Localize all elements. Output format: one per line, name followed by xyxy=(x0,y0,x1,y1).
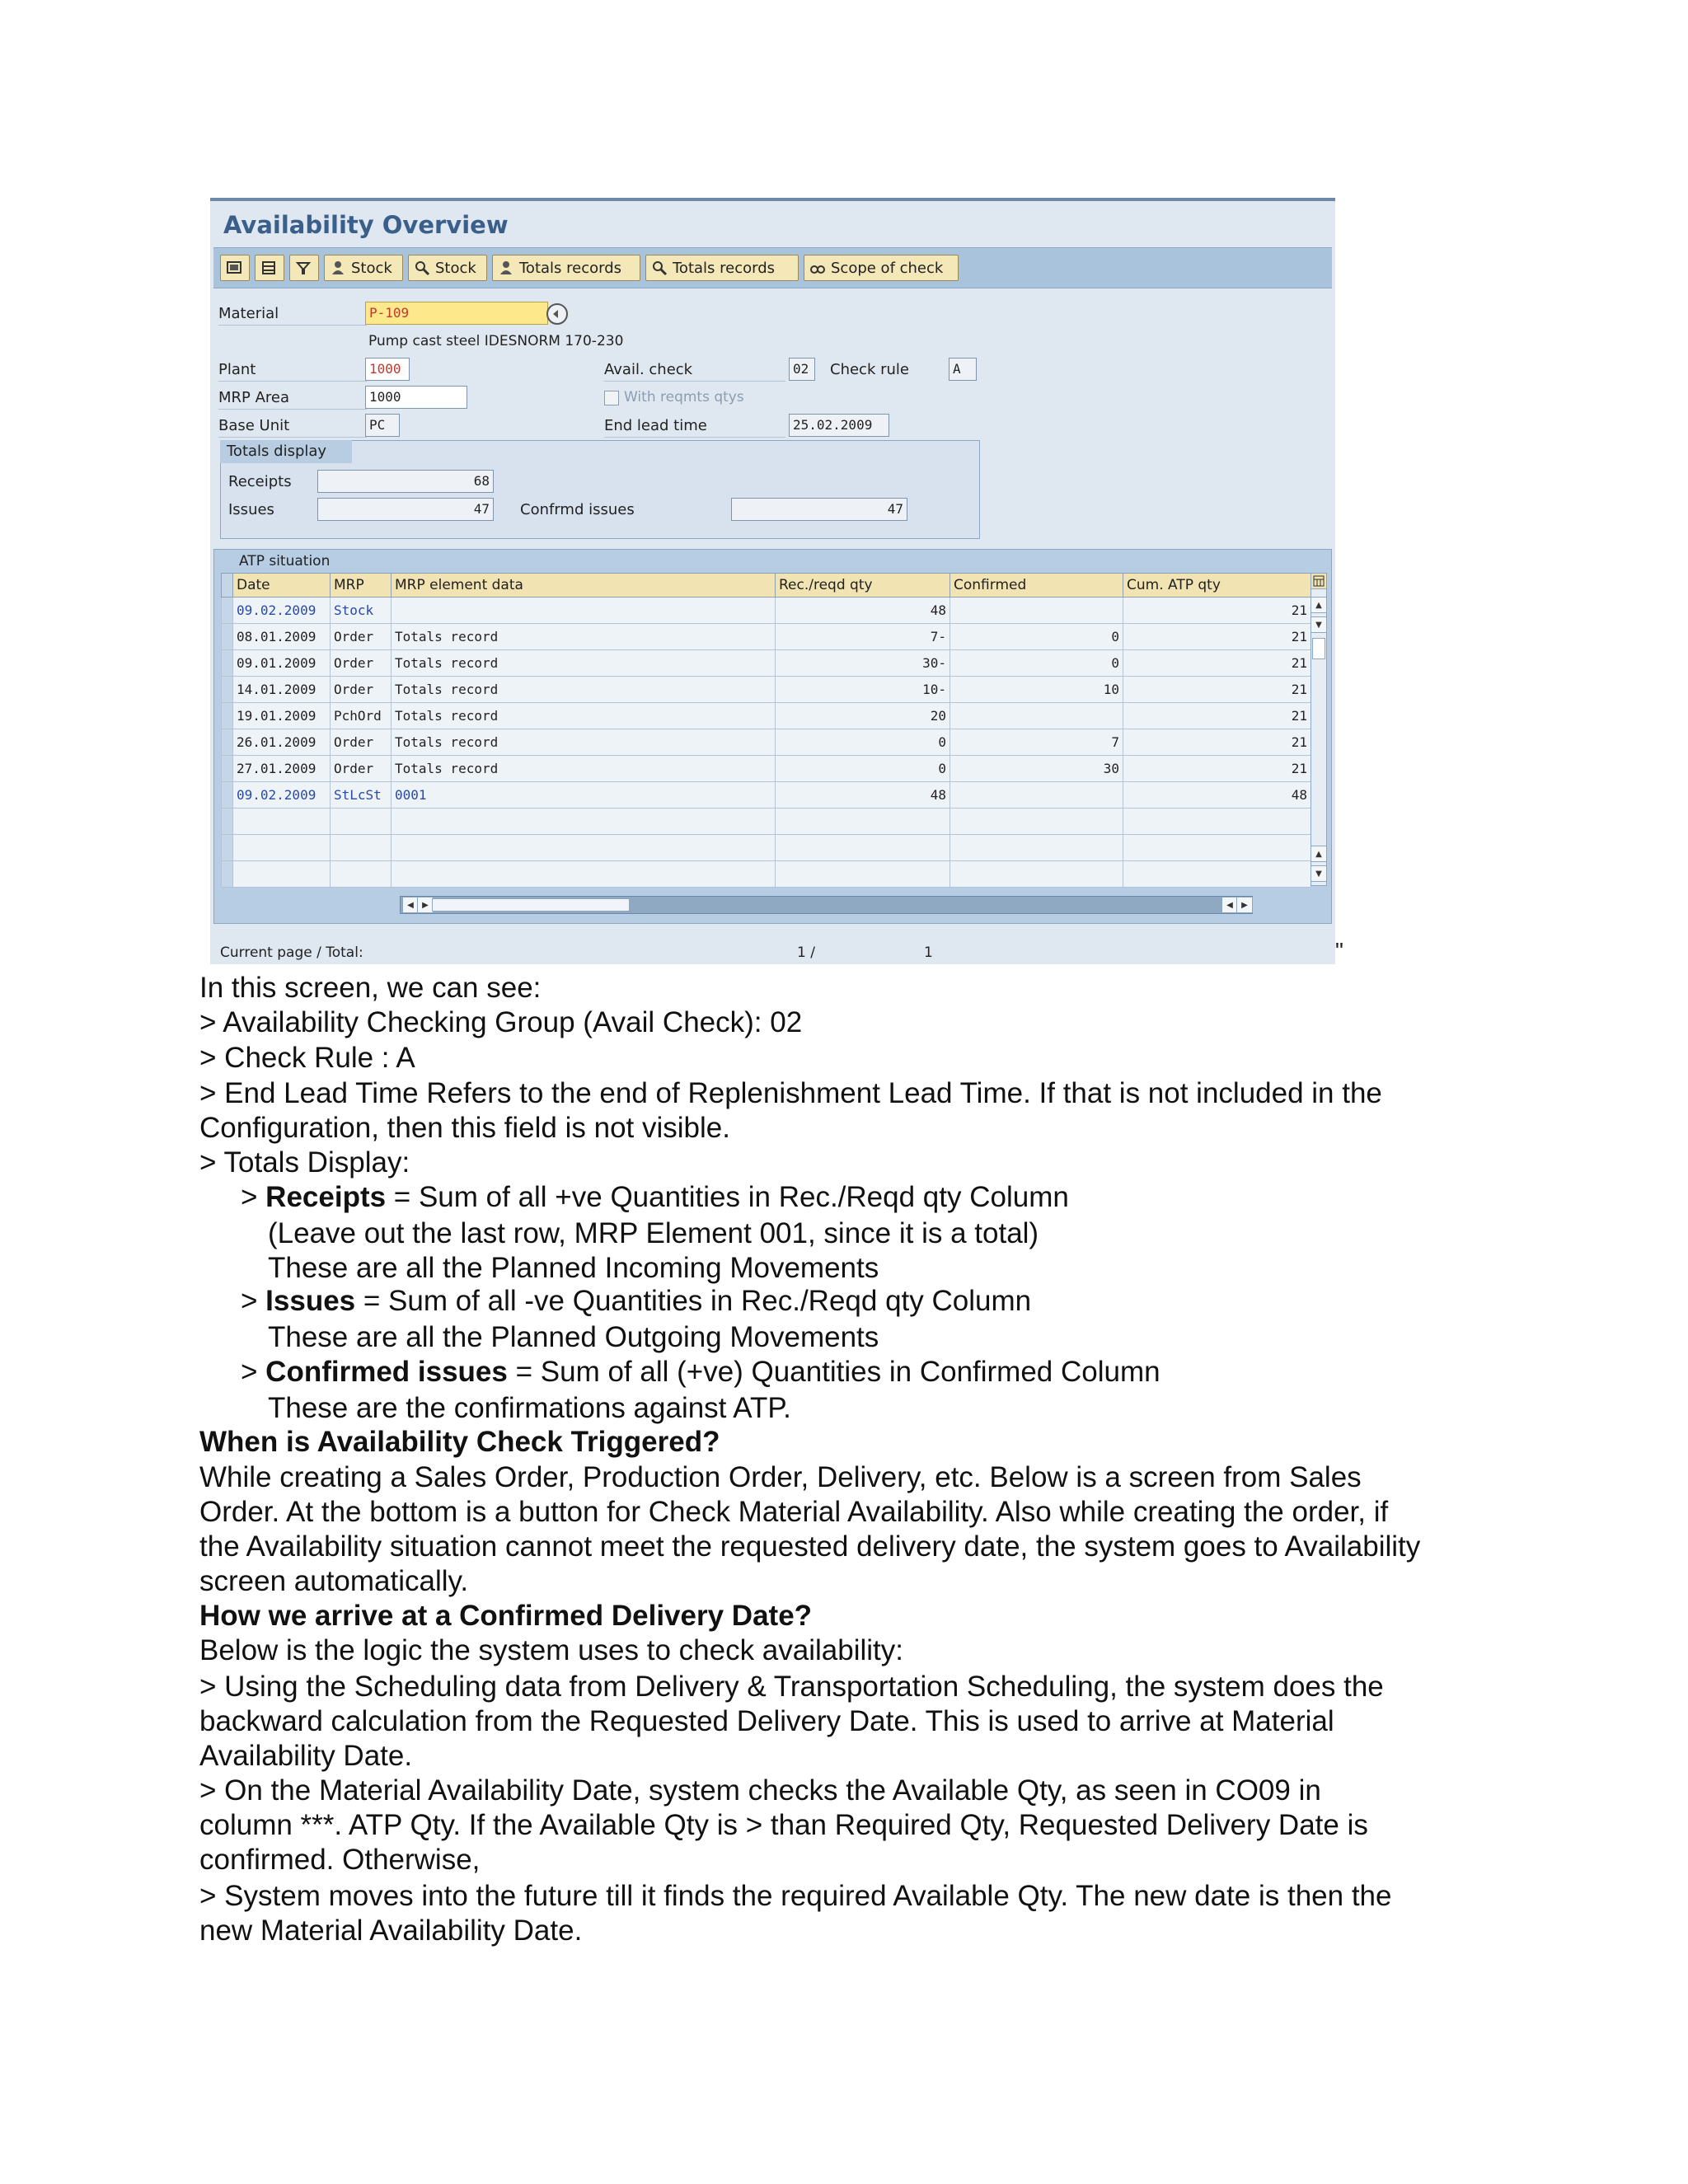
empty-table-row xyxy=(222,835,1311,861)
magnifier-icon xyxy=(651,260,668,276)
material-field[interactable]: P-109 xyxy=(365,302,548,325)
cell-confirmed xyxy=(950,598,1123,624)
empty-cell xyxy=(331,808,392,835)
empty-cell xyxy=(233,808,331,835)
totals-display-caption: Totals display xyxy=(220,440,352,463)
cell-confirmed: 30 xyxy=(950,756,1123,782)
cell-confirmed xyxy=(950,703,1123,729)
empty-cell xyxy=(950,835,1123,861)
cell-date: 14.01.2009 xyxy=(233,677,331,703)
cell-mrp-element-data: Totals record xyxy=(392,756,776,782)
display-button[interactable] xyxy=(220,255,250,281)
cell-date: 19.01.2009 xyxy=(233,703,331,729)
end-lead-time-field: 25.02.2009 xyxy=(789,414,889,437)
person-icon xyxy=(498,260,514,276)
receipts-field: 68 xyxy=(317,470,494,493)
cell-mrp-element-data: Totals record xyxy=(392,677,776,703)
cell-date: 09.02.2009 xyxy=(233,598,331,624)
doc-line: the Availability situation cannot meet the requested delivery date, the system goes to Availability xyxy=(199,1530,1421,1563)
avail-check-label: Avail. check xyxy=(604,361,693,378)
atp-header-row xyxy=(222,574,1311,598)
section-heading: When is Availability Check Triggered? xyxy=(199,1426,720,1458)
horizontal-scroll-thumb[interactable] xyxy=(432,898,630,912)
mrp-area-field[interactable]: 1000 xyxy=(365,386,467,409)
cell-mrp-element-data: Totals record xyxy=(392,624,776,650)
column-header-mrp[interactable]: MRP xyxy=(331,574,392,598)
application-toolbar xyxy=(213,247,1332,288)
empty-cell xyxy=(950,861,1123,888)
doc-line: > Availability Checking Group (Avail Check): 02 xyxy=(199,1006,803,1038)
cell-mrp: PchOrd xyxy=(331,703,392,729)
doc-line: backward calculation from the Requested Delivery Date. This is used to arrive at Material xyxy=(199,1705,1334,1737)
divider xyxy=(218,325,367,326)
cell-mrp-element-data: Totals record xyxy=(392,703,776,729)
filter-button[interactable] xyxy=(289,255,319,281)
empty-cell xyxy=(776,808,950,835)
base-unit-label: Base Unit xyxy=(218,417,290,434)
table-row[interactable] xyxy=(222,703,1311,729)
table-row[interactable] xyxy=(222,677,1311,703)
doc-line: > On the Material Availability Date, system checks the Available Qty, as seen in CO09 in xyxy=(199,1774,1321,1807)
page-up-icon[interactable]: ▲ xyxy=(1311,846,1327,862)
doc-line: new Material Availability Date. xyxy=(199,1915,583,1947)
empty-cell xyxy=(776,835,950,861)
confirmed-issues-field: 47 xyxy=(731,498,907,521)
issues-definition: > Issues = Sum of all -ve Quantities in Rec./Reqd qty Column xyxy=(241,1285,1032,1317)
empty-cell xyxy=(950,808,1123,835)
cell-date: 08.01.2009 xyxy=(233,624,331,650)
empty-cell xyxy=(1123,808,1311,835)
cell-mrp-element-data: Totals record xyxy=(392,729,776,756)
cell-mrp: Order xyxy=(331,756,392,782)
divider xyxy=(218,437,367,438)
doc-line: While creating a Sales Order, Production Order, Delivery, etc. Below is a screen from Sales xyxy=(199,1461,1362,1493)
current-page-label: Current page / Total: xyxy=(220,944,363,961)
empty-cell xyxy=(776,861,950,888)
cell-date: 09.02.2009 xyxy=(233,782,331,808)
cell-date: 26.01.2009 xyxy=(233,729,331,756)
column-header-rec-reqd-qty[interactable]: Rec./reqd qty xyxy=(776,574,950,598)
empty-cell xyxy=(233,861,331,888)
cell-mrp: Order xyxy=(331,624,392,650)
cell-mrp: Stock xyxy=(331,598,392,624)
table-row[interactable] xyxy=(222,729,1311,756)
column-header-mrp-element-data[interactable]: MRP element data xyxy=(392,574,776,598)
confirmed-issues-definition: > Confirmed issues = Sum of all (+ve) Quantities in Confirmed Column xyxy=(241,1356,1160,1388)
divider xyxy=(604,381,785,382)
cell-cum-atp-qty: 21 xyxy=(1123,756,1311,782)
cell-rec-reqd-qty: 48 xyxy=(776,598,950,624)
doc-line: > End Lead Time Refers to the end of Replenishment Lead Time. If that is not included in the xyxy=(199,1077,1382,1109)
receipts-definition: > Receipts = Sum of all +ve Quantities in Rec./Reqd qty Column xyxy=(241,1181,1069,1213)
cell-rec-reqd-qty: 10- xyxy=(776,677,950,703)
material-description: Pump cast steel IDESNORM 170-230 xyxy=(368,333,624,349)
cell-cum-atp-qty: 21 xyxy=(1123,677,1311,703)
page-down-icon[interactable]: ▼ xyxy=(1311,865,1327,882)
cell-date: 27.01.2009 xyxy=(233,756,331,782)
divider xyxy=(604,437,785,438)
cell-mrp: StLcSt xyxy=(331,782,392,808)
issues-term: Issues xyxy=(265,1285,356,1317)
cell-mrp: Order xyxy=(331,729,392,756)
row-selector[interactable] xyxy=(222,835,233,861)
scroll-down-icon[interactable]: ▼ xyxy=(1311,616,1327,633)
doc-line: screen automatically. xyxy=(199,1565,469,1597)
empty-table-row xyxy=(222,861,1311,888)
check-rule-field: A xyxy=(949,358,977,381)
cell-cum-atp-qty: 21 xyxy=(1123,624,1311,650)
scroll-right-end-icon[interactable]: ▶ xyxy=(1236,897,1253,913)
row-selector[interactable] xyxy=(222,756,233,782)
confirmed-issues-label: Confrmd issues xyxy=(520,501,635,518)
scroll-thumb[interactable] xyxy=(1312,638,1325,659)
cell-cum-atp-qty: 21 xyxy=(1123,598,1311,624)
doc-line: confirmed. Otherwise, xyxy=(199,1844,481,1876)
cell-rec-reqd-qty: 7- xyxy=(776,624,950,650)
cell-cum-atp-qty: 21 xyxy=(1123,703,1311,729)
doc-line: > Totals Display: xyxy=(199,1146,410,1179)
avail-check-field: 02 xyxy=(789,358,815,381)
scope-of-check-button[interactable]: Scope of check xyxy=(804,255,959,281)
empty-cell xyxy=(392,861,776,888)
scroll-left-end-icon[interactable]: ◀ xyxy=(1221,897,1238,913)
cell-confirmed: 10 xyxy=(950,677,1123,703)
cell-cum-atp-qty: 21 xyxy=(1123,650,1311,677)
empty-table-row xyxy=(222,808,1311,835)
with-reqmts-label: With reqmts qtys xyxy=(624,389,744,405)
atp-situation-caption: ATP situation xyxy=(239,553,331,569)
cell-mrp-element-data: Totals record xyxy=(392,650,776,677)
cell-mrp-element-data: 0001 xyxy=(392,782,776,808)
cell-rec-reqd-qty: 0 xyxy=(776,756,950,782)
divider xyxy=(218,409,367,410)
availability-overview-screenshot xyxy=(210,198,1335,964)
with-reqmts-checkbox[interactable] xyxy=(604,391,619,405)
column-header-date[interactable]: Date xyxy=(233,574,331,598)
total-pages-value: 1 xyxy=(924,944,933,961)
end-lead-time-label: End lead time xyxy=(604,417,707,434)
material-label: Material xyxy=(218,305,279,322)
select-layout-button[interactable] xyxy=(255,255,284,281)
column-header-confirmed[interactable]: Confirmed xyxy=(950,574,1123,598)
scroll-right-icon[interactable]: ▶ xyxy=(417,897,434,913)
issues-field: 47 xyxy=(317,498,494,521)
receipts-label: Receipts xyxy=(228,473,292,490)
confirmed-issues-term: Confirmed issues xyxy=(265,1356,508,1388)
doc-line: column ***. ATP Qty. If the Available Qty is > than Required Qty, Requested Delivery Date is xyxy=(199,1809,1368,1841)
doc-line: Order. At the bottom is a button for Check Material Availability. Also while creating the order, if xyxy=(199,1496,1389,1528)
plant-field[interactable]: 1000 xyxy=(365,358,410,381)
empty-cell xyxy=(392,835,776,861)
atp-table xyxy=(221,573,1311,888)
display-icon xyxy=(226,260,242,276)
row-selector[interactable] xyxy=(222,782,233,808)
table-row[interactable] xyxy=(222,598,1311,624)
empty-cell xyxy=(1123,835,1311,861)
doc-line: These are the confirmations against ATP. xyxy=(268,1392,791,1424)
base-unit-field: PC xyxy=(365,414,400,437)
doc-line: These are all the Planned Outgoing Movements xyxy=(268,1321,879,1353)
row-selector[interactable] xyxy=(222,624,233,650)
receipts-term: Receipts xyxy=(265,1181,387,1213)
table-row[interactable] xyxy=(222,650,1311,677)
scroll-left-icon[interactable]: ◀ xyxy=(402,897,419,913)
cell-cum-atp-qty: 21 xyxy=(1123,729,1311,756)
section-heading: How we arrive at a Confirmed Delivery Date? xyxy=(199,1600,813,1632)
mrp-area-label: MRP Area xyxy=(218,389,290,406)
cell-rec-reqd-qty: 48 xyxy=(776,782,950,808)
cell-mrp-element-data xyxy=(392,598,776,624)
cell-rec-reqd-qty: 0 xyxy=(776,729,950,756)
cell-date: 09.01.2009 xyxy=(233,650,331,677)
screen-title: Availability Overview xyxy=(223,211,509,239)
plant-label: Plant xyxy=(218,361,256,378)
row-selector-header[interactable] xyxy=(222,574,233,598)
layout-icon xyxy=(260,260,277,276)
doc-line: Configuration, then this field is not visible. xyxy=(199,1112,730,1144)
doc-line: Availability Date. xyxy=(199,1740,413,1772)
vertical-scrollbar[interactable] xyxy=(1311,573,1327,886)
empty-cell xyxy=(1123,861,1311,888)
doc-line: > Check Rule : A xyxy=(199,1042,415,1074)
table-settings-icon[interactable] xyxy=(1311,573,1327,589)
row-selector[interactable] xyxy=(222,808,233,835)
cell-cum-atp-qty: 48 xyxy=(1123,782,1311,808)
issues-label: Issues xyxy=(228,501,274,518)
scroll-up-icon[interactable]: ▲ xyxy=(1311,597,1327,613)
cell-mrp: Order xyxy=(331,650,392,677)
current-page-value: 1 / xyxy=(797,944,815,961)
material-lookup-icon[interactable] xyxy=(545,302,570,326)
doc-line: In this screen, we can see: xyxy=(199,972,542,1004)
cell-confirmed xyxy=(950,782,1123,808)
magnifier-icon xyxy=(414,260,430,276)
row-selector[interactable] xyxy=(222,677,233,703)
cell-confirmed: 0 xyxy=(950,650,1123,677)
check-rule-label: Check rule xyxy=(830,361,909,378)
table-row[interactable] xyxy=(222,756,1311,782)
cell-mrp: Order xyxy=(331,677,392,703)
divider xyxy=(218,381,367,382)
doc-line: > Using the Scheduling data from Delivery & Transportation Scheduling, the system does the xyxy=(199,1671,1384,1703)
doc-line: Below is the logic the system uses to check availability: xyxy=(199,1634,903,1666)
stock-button-2[interactable]: Stock xyxy=(408,255,487,281)
row-selector[interactable] xyxy=(222,650,233,677)
cell-confirmed: 0 xyxy=(950,624,1123,650)
atp-situation-panel xyxy=(213,549,1332,924)
table-row[interactable] xyxy=(222,782,1311,808)
table-row[interactable] xyxy=(222,624,1311,650)
row-selector[interactable] xyxy=(222,598,233,624)
cell-rec-reqd-qty: 20 xyxy=(776,703,950,729)
quote-mark: " xyxy=(1335,938,1343,963)
row-selector[interactable] xyxy=(222,861,233,888)
empty-cell xyxy=(331,861,392,888)
glasses-icon xyxy=(809,260,826,276)
stock-button-1[interactable]: Stock xyxy=(324,255,403,281)
doc-line: > System moves into the future till it finds the required Available Qty. The new date is then the xyxy=(199,1880,1392,1912)
totals-records-button-1[interactable]: Totals records xyxy=(492,255,640,281)
person-icon xyxy=(330,260,346,276)
horizontal-scrollbar[interactable] xyxy=(400,896,1253,914)
filter-icon xyxy=(295,260,312,276)
atp-table-body xyxy=(222,598,1311,888)
cell-rec-reqd-qty: 30- xyxy=(776,650,950,677)
empty-cell xyxy=(392,808,776,835)
cell-confirmed: 7 xyxy=(950,729,1123,756)
column-header-cum-atp-qty[interactable]: Cum. ATP qty xyxy=(1123,574,1311,598)
totals-records-button-2[interactable]: Totals records xyxy=(645,255,799,281)
empty-cell xyxy=(331,835,392,861)
empty-cell xyxy=(233,835,331,861)
row-selector[interactable] xyxy=(222,703,233,729)
doc-line: These are all the Planned Incoming Movements xyxy=(268,1252,879,1284)
doc-line: (Leave out the last row, MRP Element 001, since it is a total) xyxy=(268,1217,1039,1249)
row-selector[interactable] xyxy=(222,729,233,756)
